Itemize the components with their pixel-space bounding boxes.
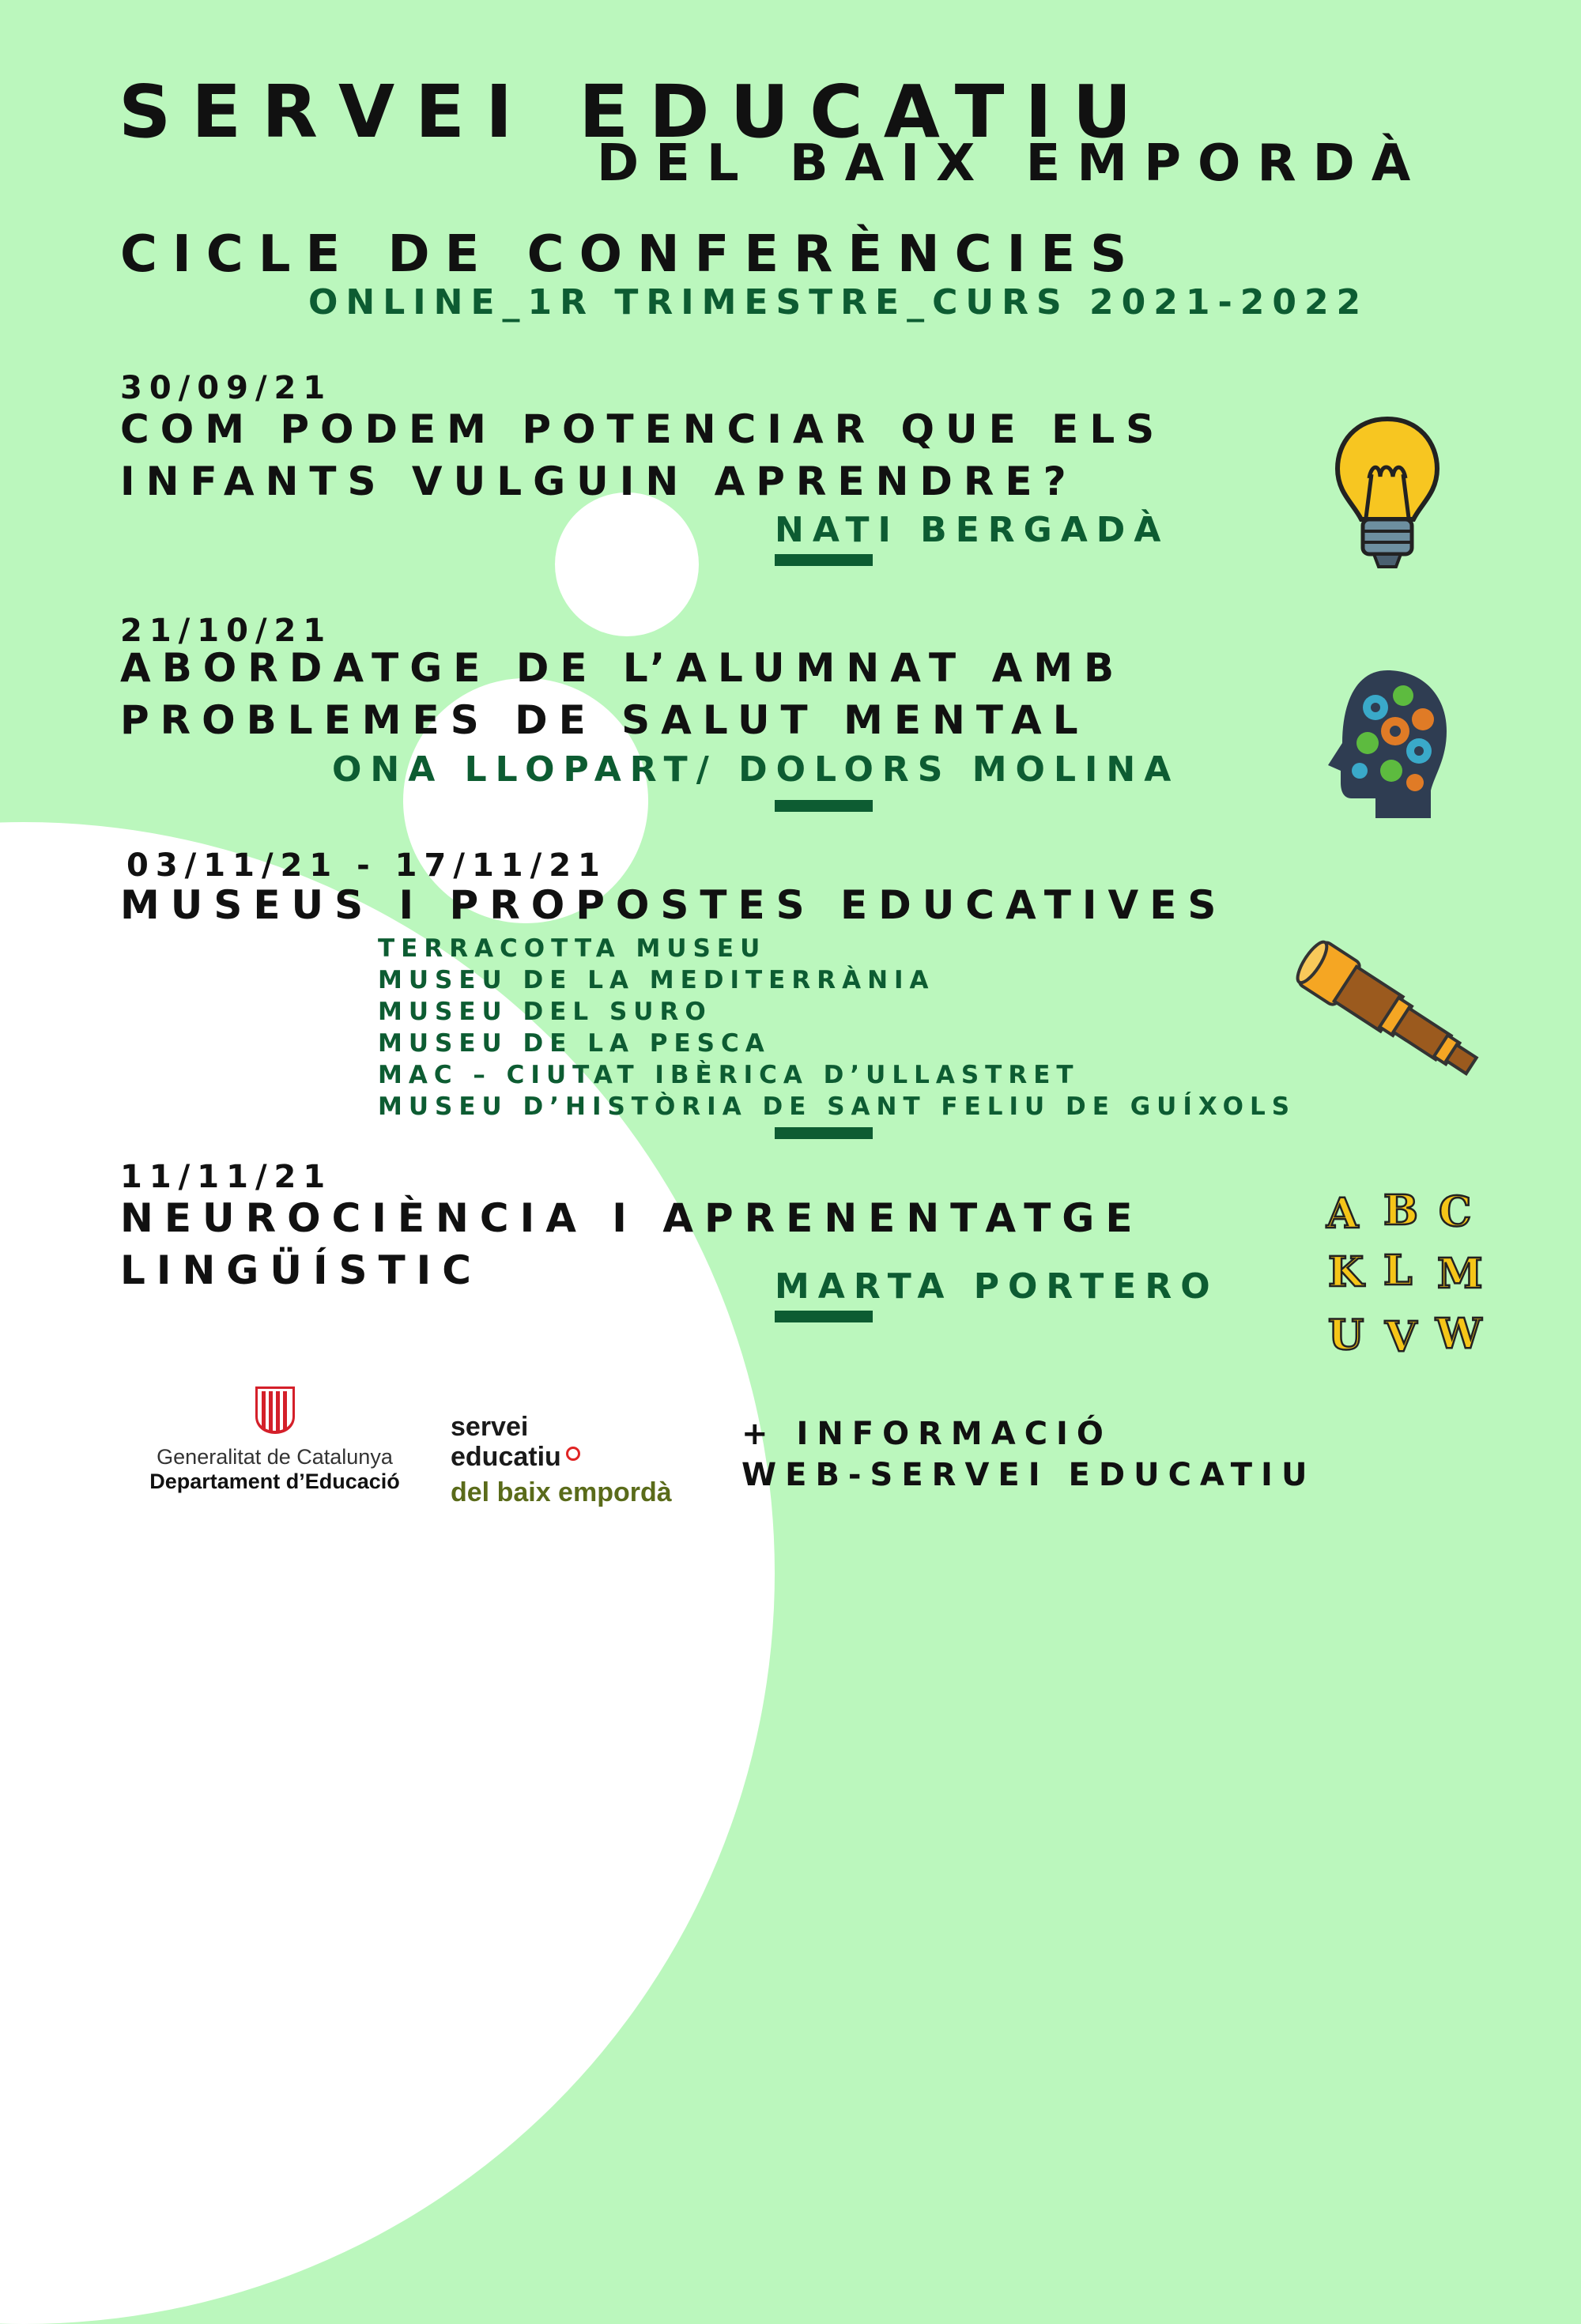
telescope-icon [1289, 925, 1494, 1099]
event-1-title-line1: COM PODEM POTENCIAR QUE ELS [120, 406, 1166, 452]
letters-icon [1320, 1182, 1486, 1360]
list-item: TERRACOTTA MUSEU [378, 934, 767, 963]
department-name: Departament d’Educació [149, 1469, 400, 1493]
event-3-date: 03/11/21 - 17/11/21 [126, 847, 607, 884]
more-info[interactable] [741, 1413, 1315, 1496]
letter-m: M [1437, 1250, 1483, 1298]
page-title: SERVEI EDUCATIU [119, 70, 1153, 154]
lightbulb-icon [1328, 415, 1447, 573]
letter-b: B [1383, 1187, 1418, 1235]
letter-k: K [1328, 1248, 1364, 1296]
event-4-date: 11/11/21 [120, 1159, 333, 1195]
event-2-title-line2: PROBLEMES DE SALUT MENTAL [120, 697, 1089, 743]
servei-educatiu-logo [451, 1412, 672, 1507]
generalitat-shield-icon [254, 1385, 296, 1436]
event-4-title-line2: LINGÜÍSTIC [120, 1247, 482, 1293]
cycle-subtitle: ONLINE_1R TRIMESTRE_CURS 2021-2022 [308, 282, 1369, 323]
list-item: MUSEU DE LA MEDITERRÀNIA [378, 966, 935, 994]
event-4-title-line1: NEUROCIÈNCIA I APRENENTATGE [120, 1195, 1144, 1241]
logo-line2: educatiu [451, 1442, 561, 1472]
gear-head-icon [1312, 664, 1455, 822]
event-3-underline [775, 1127, 873, 1139]
letter-v: V [1385, 1313, 1417, 1360]
event-2-underline [775, 800, 873, 812]
event-4-speaker: MARTA PORTERO [775, 1266, 1219, 1307]
event-3-title: MUSEUS I PROPOSTES EDUCATIVES [120, 882, 1228, 928]
event-1-date: 30/09/21 [120, 370, 333, 406]
page-subtitle: DEL BAIX EMPORDÀ [597, 134, 1428, 193]
list-item: MAC – CIUTAT IBÈRICA D’ULLASTRET [378, 1061, 1080, 1089]
event-2-speakers: ONA LLOPART/ DOLORS MOLINA [332, 749, 1180, 790]
event-1-underline [775, 554, 873, 566]
letter-c: C [1439, 1188, 1472, 1236]
background-circle-small [555, 492, 699, 636]
list-item: MUSEU DEL SURO [378, 998, 712, 1026]
website-link[interactable]: WEB-SERVEI EDUCATIU [741, 1457, 1316, 1493]
generalitat-name: Generalitat de Catalunya [157, 1445, 393, 1469]
cycle-title: CICLE DE CONFERÈNCIES [120, 225, 1142, 284]
logo-line1: servei [451, 1412, 529, 1442]
more-info-label: + INFORMACIÓ [741, 1416, 1112, 1452]
event-1-speaker: NATI BERGADÀ [775, 510, 1170, 550]
letter-a: A [1326, 1190, 1359, 1238]
event-1-title [120, 403, 1165, 507]
logo-dot-icon [566, 1447, 580, 1461]
letter-w: W [1436, 1310, 1482, 1358]
event-1-title-line2: INFANTS VULGUIN APRENDRE? [120, 458, 1077, 504]
event-4-underline [775, 1311, 873, 1322]
museum-list [378, 933, 1296, 1122]
list-item: MUSEU D’HISTÒRIA DE SANT FELIU DE GUÍXOLS [378, 1092, 1296, 1121]
event-2-title-line1: ABORDATGE DE L’ALUMNAT AMB [120, 645, 1126, 691]
letter-u: U [1328, 1311, 1364, 1360]
logo-line3: del baix empordà [451, 1477, 672, 1507]
list-item: MUSEU DE LA PESCA [378, 1029, 771, 1058]
event-2-date: 21/10/21 [120, 613, 333, 649]
letter-l: L [1383, 1247, 1413, 1295]
event-2-title [120, 642, 1125, 746]
generalitat-logo [142, 1385, 407, 1494]
